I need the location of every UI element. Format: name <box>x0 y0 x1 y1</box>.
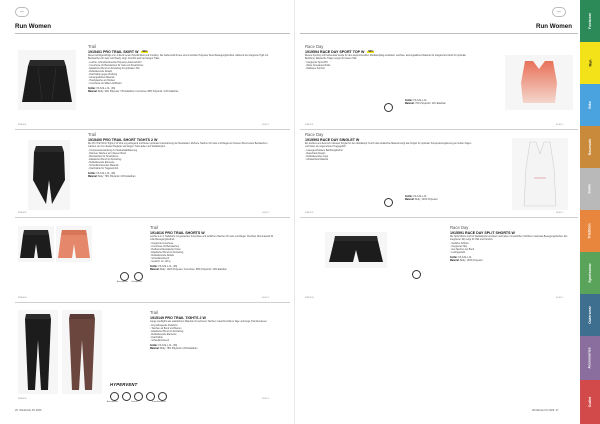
feature-item: - Schnelltrocknend <box>150 258 275 261</box>
spec-block <box>150 266 275 272</box>
product-description: Die Pro Trail Short Tights 2 W sind eng anliegend und bieten optimale Unterstützung der Muskulatur. Mehrere Taschen für Gels und Riegel am hinteren Bund sowie Beintaschen machen sie zum idealen Begleiter auf langen Trail-Läufen und Wettkämpfen. <box>88 143 268 148</box>
feature-item: - Elastischer Bund mit Kordelzug <box>150 252 275 255</box>
spec-block <box>88 173 268 179</box>
brand-logo: logo <box>552 7 566 17</box>
material-row: Material: Body: 100% Polyester; Innenhose: 88% Polyamid / 12% Elasthan <box>150 268 227 271</box>
product-divider <box>300 129 578 130</box>
material-row: Material: Body: 100% Polyester <box>405 198 438 201</box>
left-page <box>0 0 290 424</box>
feature-item: - Handytasche am Rücken <box>88 80 268 83</box>
feature-item: - Gewicht: ca. 120 g <box>150 261 275 264</box>
product-price: 49,95 € <box>262 297 270 299</box>
feature-item: - Ultraleichtes Material <box>305 159 475 162</box>
product-image-skirt <box>18 50 76 110</box>
feature-item: - Integrierter Sport-BH <box>305 62 475 65</box>
spec-block <box>405 100 495 106</box>
feature-item: - Gel-Taschen am Bund <box>450 249 575 252</box>
product-category: Race Day <box>305 132 324 137</box>
product-category: Trail <box>150 225 158 230</box>
product-image-tights-brown <box>62 310 102 394</box>
new-badge: NEU <box>142 50 148 53</box>
product-description: Leichte 2-in-1 Trailshorts mit gesäumter Innenhose und seitlichen Taschen für Gels und Riegel. Flexibles Obermaterial für volle Bewegungsfreiheit. <box>150 236 274 241</box>
page-number: 27 <box>555 409 559 412</box>
feature-item: - Nahtloser Komfort <box>305 68 475 71</box>
icon-label: Taschen <box>131 401 138 403</box>
feature-item: - Beintaschen für Smartphone <box>88 156 268 159</box>
product-category: Race Day <box>450 225 469 230</box>
feature-item: - Elastischer Bund mit Kordelzug für optimalen Sitz <box>88 68 268 71</box>
feature-item: - Elastischer Bund mit Kordelzug <box>150 331 275 334</box>
product-price: 59,95 € <box>262 124 270 126</box>
product-price: 44,95 € <box>556 297 564 299</box>
sizes-row: Größe: XS-S-M-L-XL <box>450 256 472 259</box>
product-description: Dieser leichtgewichtige 2-in-1-Rock vereint Sportlichkeit und Funktion. Die Außenschicht aus einem flexiblen Polyester bietet Bewegungsfreiheit, während die integrierte Tight mit Beintaschen für Gels und Handy sorgt. Komfort auch auf langen Trails. <box>88 55 269 60</box>
feature-item: - Atmungsaktives Material <box>88 77 268 80</box>
product-code: 9990004 <box>18 398 27 400</box>
feature-item: - Integrierte Innenhose <box>150 243 275 246</box>
feature-list <box>150 243 275 264</box>
spec-card <box>405 194 495 202</box>
material-row: Material: Body: 100% Polyester <box>450 259 483 262</box>
icon-label: Schnelltrocknend <box>152 401 166 403</box>
tab-swim[interactable]: Swim <box>580 168 600 210</box>
product-divider <box>15 129 290 130</box>
feature-item: - Reißverschlusstasche hinten <box>150 249 275 252</box>
tab-racewalk[interactable]: Racewalk <box>580 126 600 168</box>
feature-item: - Reflektierende Details <box>88 71 268 74</box>
feature-item: - Flachnähte gegen Reibung <box>88 74 268 77</box>
feature-item: - Mehrere Taschen am hinteren Bund <box>88 153 268 156</box>
feature-list <box>88 150 268 171</box>
product-name: 1915591 RACE DAY SPLIT SHORTS W <box>450 230 515 235</box>
right-page <box>300 0 578 424</box>
brand-logo: logo <box>15 7 29 17</box>
footer <box>532 409 559 412</box>
product-name: 1915149 PRO TRAIL TIGHTS 2 W <box>150 315 206 320</box>
product-image-shorts-coral <box>56 226 92 262</box>
product-card <box>450 225 575 263</box>
product-code: 9990001 <box>18 124 27 126</box>
lightweight-icon <box>384 198 393 207</box>
feature-list <box>150 325 275 343</box>
product-price: 69,95 € <box>262 398 270 400</box>
product-category: Trail <box>88 132 96 137</box>
feature-item: - Leichte, schnelltrocknende Polyester-Außenschicht <box>88 62 268 65</box>
product-name: 1915594 RACE DAY SPORT TOP W NEU <box>305 49 374 54</box>
product-image-short-tights <box>28 140 70 210</box>
product-card <box>88 132 268 179</box>
tab-run[interactable]: Run <box>580 42 600 84</box>
pocket-icon <box>134 392 143 401</box>
sizes-row: Größe: XS-S-M-L-XL, (38) <box>150 344 178 347</box>
tab-triathlon[interactable]: Triathlon <box>580 210 600 252</box>
feature-item: - Innenhose mit Beintaschen <box>150 246 275 249</box>
page-gutter <box>294 0 295 424</box>
feature-item: - Taschen an Bund und Beinen <box>150 328 275 331</box>
feature-list <box>88 62 268 86</box>
feature-item: - Weite Ärmelausschnitte <box>305 65 475 68</box>
product-image-singlet <box>512 138 568 210</box>
feature-item: - Innenhose mit Beintaschen für Gels und Smartphone <box>88 65 268 68</box>
feature-item: - Reflektierende Elemente <box>150 334 275 337</box>
reflective-icon <box>146 392 155 401</box>
product-card <box>305 44 475 71</box>
breathable-icon <box>110 392 119 401</box>
tab-sportswear[interactable]: Sportswear <box>580 252 600 294</box>
product-name: 1915400 PRO TRAIL SHORT TIGHTS 2 W <box>88 137 158 142</box>
hypervent-logo: HYPERVENT <box>110 382 138 387</box>
feature-item: - Leichtgewicht <box>450 252 575 255</box>
product-code: 9990003 <box>18 297 27 299</box>
product-image-sport-top <box>505 55 573 110</box>
feature-item: - Schnelltrocknendes Material <box>88 165 268 168</box>
product-price: 39,95 € <box>556 212 564 214</box>
product-divider <box>15 302 290 303</box>
product-card <box>150 310 275 351</box>
icon-label: Atmungsaktiv <box>107 401 118 403</box>
feature-item: - Flachnähte für Tragekomfort <box>88 168 268 171</box>
product-image-split-shorts <box>325 232 387 268</box>
product-description: Lange Lauftights aus elastischem Material mit mehreren Taschen. Ideal für kühlere Tage und lange Trail-Abenteuer. <box>150 321 268 323</box>
quick-dry-icon <box>158 392 167 401</box>
icon-label: Atmungsaktiv <box>117 281 128 283</box>
footer-label: Workbook FS 2029 <box>532 409 555 412</box>
lightweight-icon <box>384 103 393 112</box>
feature-item: - Seitliche Schlitze <box>450 243 575 246</box>
product-code: 9990103 <box>305 297 314 299</box>
feature-item: - Schnelltrocknend <box>150 340 275 343</box>
spec-block <box>450 257 575 263</box>
feature-list <box>450 243 575 255</box>
tab-outerwear[interactable]: Outerwear <box>580 294 600 336</box>
material-row: Material: Body: 78% Polyamid / 22% Elasthan <box>88 175 136 178</box>
product-code: 9990102 <box>305 212 314 214</box>
product-name: 1914616 PRO TRAIL SHORTS W <box>150 230 205 235</box>
product-divider <box>15 217 290 218</box>
tab-bike[interactable]: Bike <box>580 84 600 126</box>
product-name: 1915593 RACE DAY SINGLET W <box>305 137 360 142</box>
feature-item: - Reflektierende Details <box>150 255 275 258</box>
feature-list <box>305 62 475 71</box>
lightweight-icon <box>134 272 143 281</box>
product-divider <box>300 217 578 218</box>
new-badge: NEU <box>368 50 374 53</box>
product-card <box>88 44 268 94</box>
sizes-row: Größe: XS-S-M-L-XL <box>405 195 427 198</box>
feature-list <box>305 150 475 162</box>
material-row: Material: 79% Polyamid / 21% Elasthan <box>405 102 446 105</box>
product-category: Race Day <box>305 44 324 49</box>
title-rule <box>300 33 578 34</box>
feature-item: - Flachnähte <box>150 337 275 340</box>
footer-label: Workbook FS 2029 <box>19 409 42 412</box>
product-card <box>305 132 475 162</box>
product-price: 54,95 € <box>262 212 270 214</box>
spec-block <box>88 88 268 94</box>
feature-item: - Innenhose mit Silikon-Griffband <box>88 83 268 86</box>
feature-item: - Reflektierende Elemente <box>88 162 268 165</box>
product-image-tights-black <box>18 310 58 394</box>
feature-item: - Integrierter Slip <box>450 246 575 249</box>
feature-item: - Racerback-Design <box>305 153 475 156</box>
product-card <box>150 225 275 272</box>
sizes-row: Größe: XS-S-M-L-XL <box>405 99 427 102</box>
feature-item: - Lasergeschnittene Belüftungslöcher <box>305 150 475 153</box>
tab-outlet[interactable]: Outlet <box>580 380 600 424</box>
product-category: Trail <box>150 310 158 315</box>
category-tabs <box>580 0 600 424</box>
feature-item: - Kompressionswirkung zur Muskelstabilisierung <box>88 150 268 153</box>
product-image-shorts-black <box>18 226 54 262</box>
product-name: 1915401 PRO TRAIL SKIRT W NEU <box>88 49 148 54</box>
feature-item: - Eng anliegende Passform <box>150 325 275 328</box>
page-title: Run Women <box>536 23 572 30</box>
tab-accessories[interactable]: Accessories <box>580 336 600 380</box>
sizes-row: Größe: XS-S-M-L-XL, (38) <box>150 265 178 268</box>
title-rule <box>15 33 290 34</box>
page-number: 26 <box>15 409 18 412</box>
icon-label: Leichtgewicht <box>131 281 142 283</box>
feature-item: - Reflektierendes Logo <box>305 156 475 159</box>
product-description: Die Split-Shorts sind für Wettkämpfe konzipiert und bieten mit seitlichen Schlitzen maximale Bewegungsfreiheit. Ein integrierter Slip sorgt für Halt und Komfort. <box>450 236 568 241</box>
material-row: Material: Body: 92% Polyester / 8% Elasthan; Innenhose: 88% Polyamid / 12% Elasthan <box>88 90 179 93</box>
material-row: Material: Body: 78% Polyamid / 22% Elasthan <box>150 347 198 350</box>
product-description: Ein leichtes und dennoch robustes Singlet für den Wettkampf. Durch das ultraleichte Material sorgt das Singlet für optimale Temperaturregulierung an heißen Tagen und bietet ein angenehmes Tragegefühl. <box>305 143 472 148</box>
feature-item: - Elastischer Bund mit Kordelzug <box>88 159 268 162</box>
product-code: 9990101 <box>305 124 314 126</box>
product-category: Trail <box>88 44 96 49</box>
spec-block <box>150 345 275 351</box>
product-code: 9990002 <box>18 212 27 214</box>
tab-footwear[interactable]: Footwear <box>580 0 600 42</box>
page-title: Run Women <box>15 23 51 30</box>
breathable-icon <box>120 272 129 281</box>
footer <box>15 409 42 412</box>
sizes-row: Größe: XS-S-M-L-XL, (38) <box>88 172 116 175</box>
product-description: Dieses Sporttop mit Farbverlauf wurde für den anspruchsvollen Wettkampftag entwickelt. Leichtes, atmungsaktives Material mit integriertem Mesh für optimale Belüftung. Elastische Träger sorgen für festen Halt. <box>305 55 466 60</box>
lightweight-icon <box>412 270 421 279</box>
lightweight-icon <box>122 392 131 401</box>
product-price: 44,95 € <box>556 124 564 126</box>
spec-card <box>405 98 495 106</box>
spec-block <box>405 196 495 202</box>
sizes-row: Größe: XS-S-M-L-XL, (38) <box>88 87 116 90</box>
